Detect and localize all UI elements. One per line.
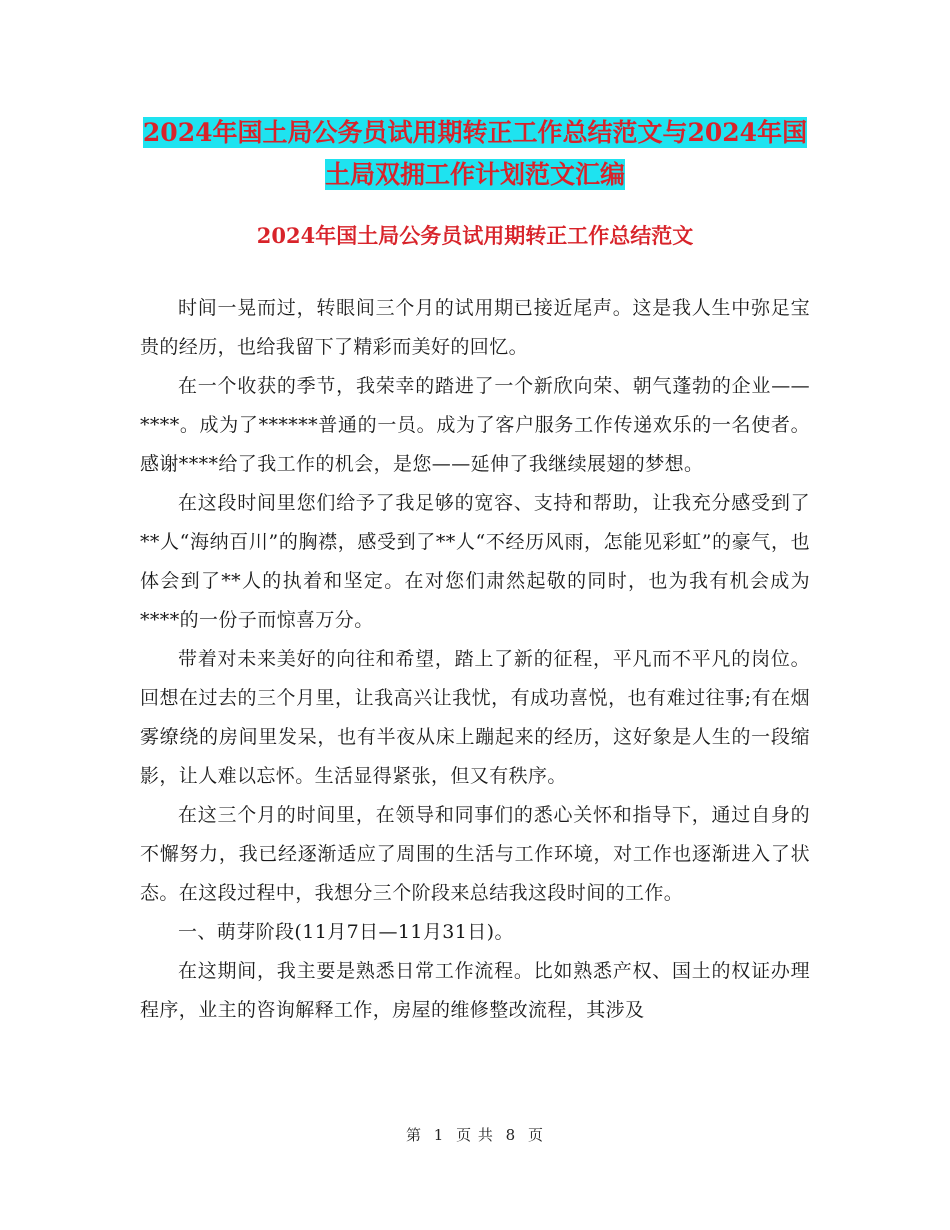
footer-prefix: 第 (405, 1126, 422, 1144)
paragraph-3: 在这段时间里您们给予了我足够的宽容、支持和帮助，让我充分感受到了**人“海纳百川”的胸襟，感受到了**人“不经历风雨，怎能见彩虹”的豪气，也体会到了**人的执着和坚定。在对您们肃然起敬的同时，也为我有机会成为****的一份子而惊喜万分。 (140, 492, 810, 631)
paragraph-6-heading: 一、萌芽阶段(11月7日—11月31日)。 (178, 921, 514, 943)
footer-total-pages: 8 (505, 1126, 517, 1144)
paragraph-1: 时间一晃而过，转眼间三个月的试用期已接近尾声。这是我人生中弥足宝贵的经历，也给我留下了精彩而美好的回忆。 (140, 297, 810, 358)
paragraph-5: 在这三个月的时间里，在领导和同事们的悉心关怀和指导下，通过自身的不懈努力，我已经逐渐适应了周围的生活与工作环境，对工作也逐渐进入了状态。在这段过程中，我想分三个阶段来总结我这段时间的工作。 (140, 804, 810, 904)
body-text (140, 289, 810, 1030)
paragraph-4: 带着对未来美好的向往和希望，踏上了新的征程，平凡而不平凡的岗位。回想在过去的三个月里，让我高兴让我忧，有成功喜悦，也有难过往事;有在烟雾缭绕的房间里发呆，也有半夜从床上蹦起来的经历，这好象是人生的一段缩影，让人难以忘怀。生活显得紧张，但又有秩序。 (140, 648, 810, 787)
title-highlight: 2024年国土局公务员试用期转正工作总结范文与2024年国土局双拥工作计划范文汇编 (142, 118, 808, 189)
section-title: 2024年国土局公务员试用期转正工作总结范文 (256, 223, 694, 248)
page-footer (0, 1124, 950, 1145)
paragraph-2: 在一个收获的季节，我荣幸的踏进了一个新欣向荣、朝气蓬勃的企业——****。成为了******普通的一员。成为了客户服务工作传递欢乐的一名使者。感谢****给了我工作的机会，是您——延伸了我继续展翅的梦想。 (140, 375, 810, 475)
paragraph-7: 在这期间，我主要是熟悉日常工作流程。比如熟悉产权、国土的权证办理程序，业主的咨询解释工作，房屋的维修整改流程，其涉及 (140, 960, 810, 1021)
footer-page-number: 1 (433, 1126, 445, 1144)
footer-suffix: 页 (528, 1126, 545, 1144)
document-title (140, 112, 810, 196)
footer-middle: 页 共 (456, 1126, 494, 1144)
